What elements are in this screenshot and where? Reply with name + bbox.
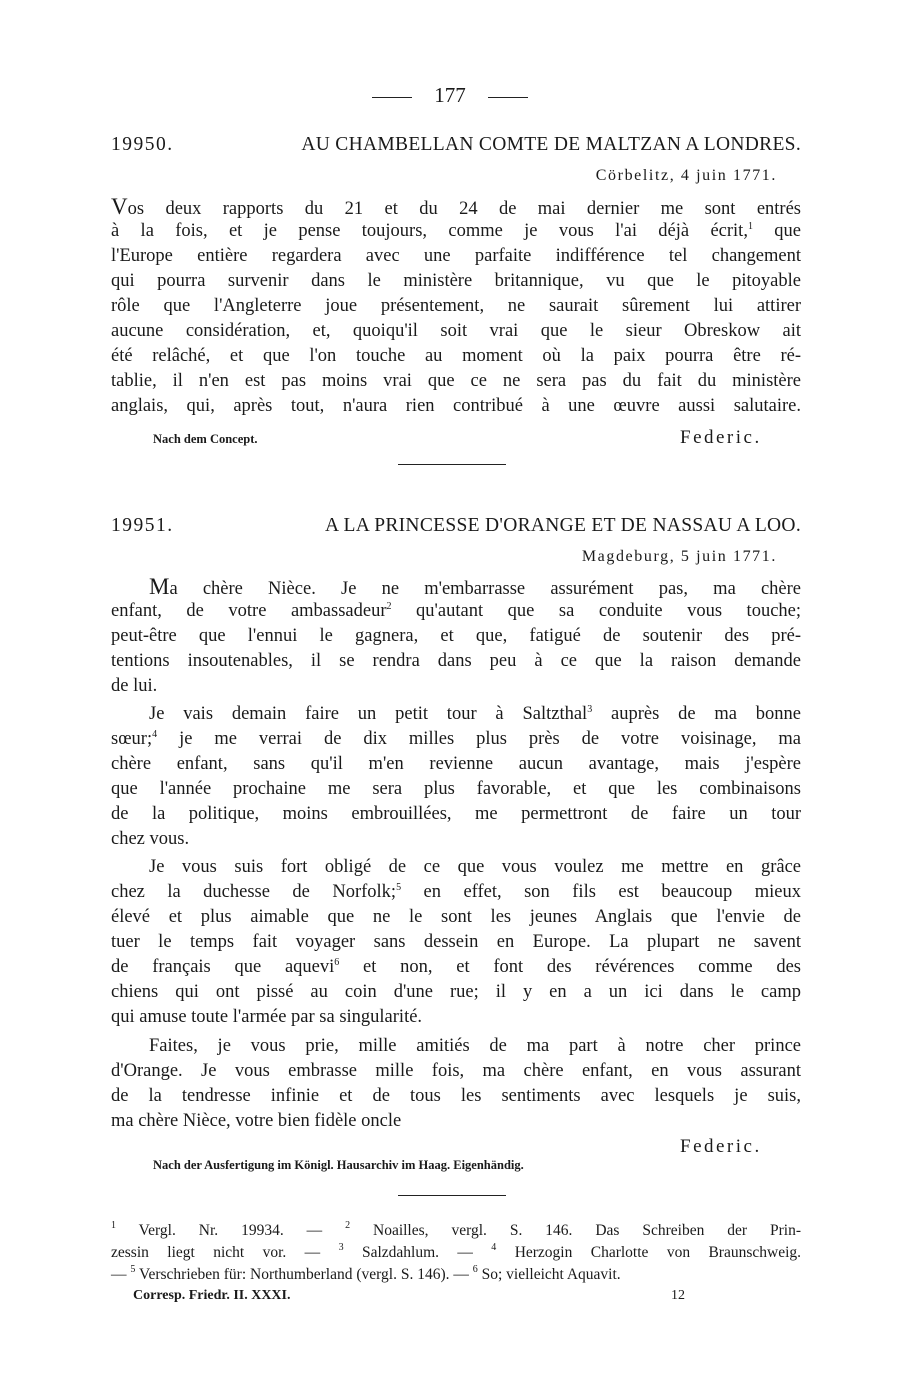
body-line: chère enfant, sans qu'il m'en revienne aucun avantage, mais j'espère bbox=[111, 754, 801, 774]
footnote-ref: 6 bbox=[334, 957, 340, 968]
body-line: l'Europe entière regardera avec une parfaite indifférence tel changement bbox=[111, 246, 801, 266]
body-line: Ma chère Nièce. Je ne m'embarrasse assurément pas, ma chère bbox=[149, 574, 801, 599]
body-line: qui amuse toute l'armée par sa singularité. bbox=[111, 1007, 423, 1027]
footnote-divider bbox=[398, 1195, 506, 1196]
body-line: Je vais demain faire un petit tour à Saltzthal$^3$ auprès de ma bonne bbox=[149, 704, 802, 724]
body-line: rôle que l'Angleterre joue présentement, ne saurait sûrement lui attirer bbox=[111, 296, 801, 316]
source-note: Nach der Ausfertigung im Königl. Hausarchiv im Haag. Eigenhändig. bbox=[153, 1158, 524, 1172]
body-line: chez vous. bbox=[111, 829, 190, 849]
initial-letter: M bbox=[149, 574, 170, 599]
letter-place-date: Magdeburg, 5 juin 1771. bbox=[581, 548, 777, 565]
footnote-line: zessin liegt nicht vor. — $^3$ Salzdahlum. — $^4$ Herzogin Charlotte von Braunschweig. bbox=[111, 1242, 802, 1261]
body-line: sœur;$^4$ je me verrai de dix milles plus près de votre voisinage, ma bbox=[111, 729, 802, 749]
footnote-ref: 1 bbox=[747, 221, 753, 232]
initial-letter: V bbox=[111, 194, 128, 219]
footnote-ref: 4 bbox=[152, 729, 158, 740]
body-line: élevé et plus aimable que ne le sont les jeunes Anglais que l'envie de bbox=[111, 907, 801, 927]
body-line: d'Orange. Je vous embrasse mille fois, ma chère enfant, en vous assurant bbox=[111, 1061, 801, 1081]
signature-mark: Corresp. Friedr. II. XXXI. bbox=[133, 1288, 291, 1303]
letter-heading bbox=[111, 134, 801, 156]
body-line: été relâché, et que l'on touche au moment où la paix pourra être ré- bbox=[111, 346, 801, 366]
body-line: que l'année prochaine me sera plus favorable, et que les combinaisons bbox=[111, 779, 801, 799]
footnote-line: $^1$ Vergl. Nr. 19934. — $^2$ Noailles, vergl. S. 146. Das Schreiben der Prin- bbox=[111, 1220, 801, 1239]
page-number: 177 bbox=[434, 83, 466, 107]
body-line: chez la duchesse de Norfolk;$^5$ en effet, son fils est beaucoup mieux bbox=[111, 882, 801, 902]
body-line: de français que aquevi$^6$ et non, et font des révérences comme des bbox=[111, 957, 801, 977]
footnote-ref: 5 bbox=[396, 882, 402, 893]
body-line: tablie, il n'en est pas moins vrai que ce ne sera pas du fait du ministère bbox=[111, 371, 801, 391]
letter-place-date: Cörbelitz, 4 juin 1771. bbox=[595, 167, 777, 184]
body-line: anglais, qui, après tout, n'aura rien contribué à une œuvre aussi salutaire. bbox=[111, 396, 801, 416]
body-line: ma chère Nièce, votre bien fidèle oncle bbox=[111, 1111, 402, 1131]
letter-title: AU CHAMBELLAN COMTE DE MALTZAN A LONDRES. bbox=[301, 134, 801, 155]
body-line: à la fois, et je pense toujours, comme je vous l'ai déjà écrit,$^1$ que bbox=[111, 221, 802, 241]
body-line: tuer le temps fait voyager sans dessein en Europe. La plupart ne savent bbox=[111, 932, 801, 952]
source-note: Nach dem Concept. bbox=[153, 432, 258, 446]
body-line: enfant, de votre ambassadeur$^2$ qu'autant que sa conduite vous touche; bbox=[111, 601, 802, 621]
letter-heading bbox=[111, 515, 801, 537]
signature: Federic. bbox=[680, 1136, 762, 1157]
body-line: de la politique, moins embrouillées, me permettront de faire un tour bbox=[111, 804, 801, 824]
page-header bbox=[0, 83, 900, 108]
body-line: de la tendresse infinie et de tous les sentiments avec lesquels je suis, bbox=[111, 1086, 801, 1106]
body-line: chiens qui ont pissé au coin d'une rue; il y en a un ici dans le camp bbox=[111, 982, 801, 1002]
body-line: Vos deux rapports du 21 et du 24 de mai dernier me sont entrés bbox=[111, 194, 801, 219]
body-line: Faites, je vous prie, mille amitiés de ma part à notre cher prince bbox=[149, 1036, 801, 1056]
letter-number: 19951. bbox=[111, 515, 174, 536]
footnote-line: — $^5$ Verschrieben für: Northumberland (vergl. S. 146). — $^6$ So; vielleicht Aquavit. bbox=[111, 1264, 621, 1283]
letter-title: A LA PRINCESSE D'ORANGE ET DE NASSAU A LOO. bbox=[325, 515, 801, 536]
body-line: tentions insoutenables, il se rendra dans peu à ce que la raison demande bbox=[111, 651, 801, 671]
header-dash-left bbox=[372, 97, 412, 98]
body-line: aucune considération, et, quoiqu'il soit vrai que le sieur Obreskow ait bbox=[111, 321, 801, 341]
gathering-number: 12 bbox=[671, 1288, 685, 1303]
letter-number: 19950. bbox=[111, 134, 174, 155]
body-line: peut-être que l'ennui le gagnera, et que, fatigué de soutenir des pré- bbox=[111, 626, 801, 646]
footnote-ref: 3 bbox=[587, 704, 593, 715]
header-dash-right bbox=[488, 97, 528, 98]
body-line: Je vous suis fort obligé de ce que vous voulez me mettre en grâce bbox=[149, 857, 801, 877]
body-line: qui pourra survenir dans le ministère britannique, vu que le pitoyable bbox=[111, 271, 801, 291]
footnote-ref: 2 bbox=[386, 601, 392, 612]
signature: Federic. bbox=[680, 427, 762, 448]
section-divider bbox=[398, 464, 506, 465]
body-line: de lui. bbox=[111, 676, 158, 696]
